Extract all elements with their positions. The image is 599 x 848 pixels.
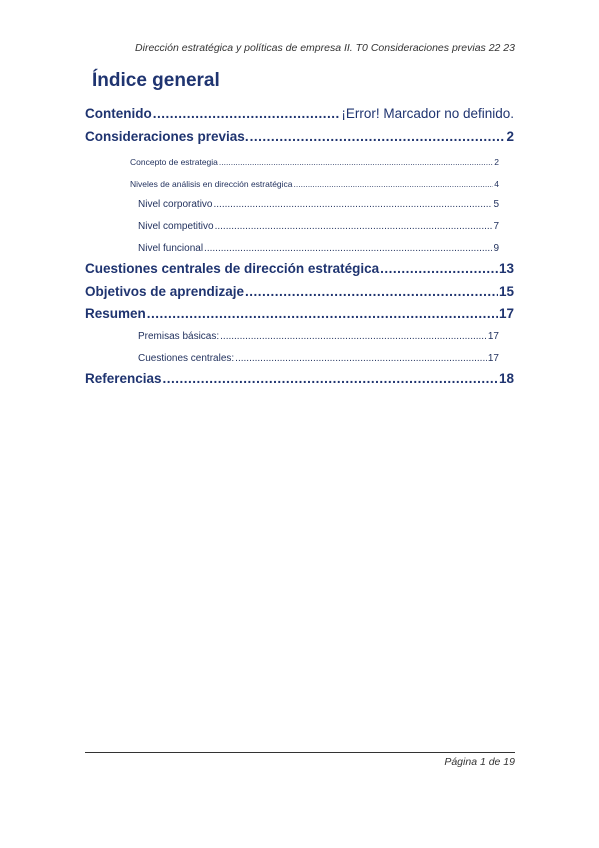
toc-entry-label: Niveles de análisis en dirección estratégica: [130, 179, 293, 189]
toc-entry-nivel-funcional[interactable]: [138, 243, 499, 254]
page-footer: Página 1 de 19: [444, 756, 515, 768]
toc-entry-page: 15: [498, 284, 514, 299]
toc-entry-label: Nivel corporativo: [138, 199, 213, 210]
toc-leader-dots: [219, 157, 493, 167]
toc-entry-page: 17: [487, 353, 499, 364]
toc-entry-label: Consideraciones previas.: [85, 129, 249, 144]
toc-entry-niveles-de-analisis[interactable]: [130, 179, 499, 189]
toc-leader-dots: [147, 306, 498, 321]
toc-leader-dots: [235, 353, 487, 364]
toc-entry-page: ¡Error! Marcador no definido.: [341, 106, 514, 121]
toc-entry-page: 4: [494, 179, 499, 189]
toc-entry-page: 17: [487, 331, 499, 342]
toc-entry-label: Resumen: [85, 306, 146, 321]
toc-title: Índice general: [92, 70, 220, 91]
toc-entry-label: Cuestiones centrales:: [138, 353, 235, 364]
toc-leader-dots: [215, 221, 493, 232]
toc-entry-label: Referencias: [85, 371, 162, 386]
toc-leader-dots: [213, 199, 492, 210]
toc-entry-label: Concepto de estrategia: [130, 157, 218, 167]
toc-entry-label: Nivel competitivo: [138, 221, 214, 232]
toc-leader-dots: [380, 261, 498, 276]
toc-entry-page: 7: [493, 221, 499, 232]
toc-entry-page: 17: [498, 306, 514, 321]
toc-entry-page: 13: [498, 261, 514, 276]
toc-entry-resumen[interactable]: [85, 306, 514, 321]
toc-entry-page: 2: [506, 129, 514, 144]
toc-leader-dots: [153, 106, 341, 121]
toc-entry-premisas-basicas[interactable]: [138, 331, 499, 342]
toc-entry-nivel-corporativo[interactable]: [138, 199, 499, 210]
toc-entry-nivel-competitivo[interactable]: [138, 221, 499, 232]
toc-leader-dots: [204, 243, 492, 254]
toc-entry-objetivos-de-aprendizaje[interactable]: [85, 284, 514, 299]
toc-entry-page: 9: [493, 243, 499, 254]
toc-entry-label: Contenido: [85, 106, 152, 121]
toc-entry-label: Objetivos de aprendizaje: [85, 284, 245, 299]
toc-leader-dots: [220, 331, 487, 342]
toc-leader-dots: [245, 284, 498, 299]
toc-entry-cuestiones-centrales-direccion[interactable]: [85, 261, 514, 276]
toc-leader-dots: [250, 129, 506, 144]
footer-divider: [85, 752, 515, 753]
toc-entry-cuestiones-centrales[interactable]: [138, 353, 499, 364]
toc-entry-page: 5: [493, 199, 499, 210]
toc-entry-referencias[interactable]: [85, 371, 514, 386]
toc-entry-consideraciones-previas[interactable]: [85, 129, 514, 144]
toc-entry-label: Cuestiones centrales de dirección estratégica: [85, 261, 380, 276]
toc-entry-page: 2: [494, 157, 499, 167]
toc-entry-contenido[interactable]: [85, 106, 514, 121]
toc-entry-label: Premisas básicas:: [138, 331, 220, 342]
toc-leader-dots: [294, 179, 494, 189]
page-header: Dirección estratégica y políticas de empresa II. T0 Consideraciones previas 22 23: [135, 42, 515, 54]
toc-entry-concepto-de-estrategia[interactable]: [130, 157, 499, 167]
toc-entry-label: Nivel funcional: [138, 243, 204, 254]
toc-leader-dots: [163, 371, 498, 386]
toc-entry-page: 18: [498, 371, 514, 386]
